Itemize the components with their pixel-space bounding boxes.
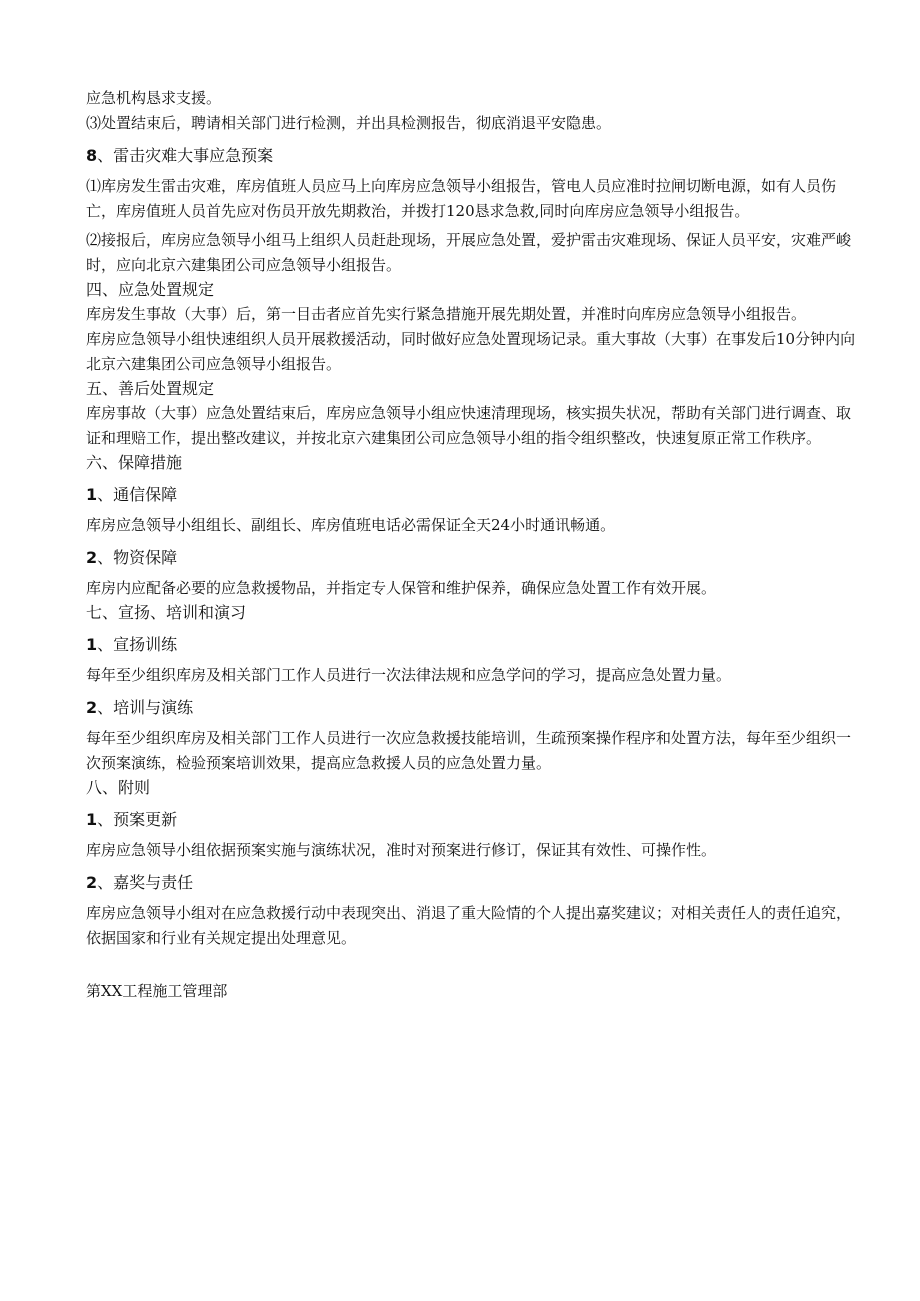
paragraph: 每年至少组织库房及相关部门工作人员进行一次应急救援技能培训，生疏预案操作程序和处置方法，每年至少组织一次预案演练，检验预案培训效果，提高应急救援人员的应急处置力量。 bbox=[86, 729, 852, 772]
heading-text: 、预案更新 bbox=[97, 810, 178, 829]
signature-line: 第XX工程施工管理部 bbox=[86, 982, 228, 1000]
heading-number: 1 bbox=[86, 810, 98, 829]
paragraph: 库房应急领导小组组长、副组长、库房值班电话必需保证全天24小时通讯畅通。 bbox=[86, 516, 616, 534]
paragraph: ⑶处置结束后，聘请相关部门进行检测，并出具检测报告，彻底消退平安隐患。 bbox=[86, 114, 612, 132]
subsection-heading bbox=[86, 871, 856, 895]
paragraph: 应急机构恳求支援。 bbox=[86, 89, 222, 107]
heading-number: 1 bbox=[86, 635, 98, 654]
paragraph: ⑴库房发生雷击灾难，库房值班人员应马上向库房应急领导小组报告，管电人员应准时拉闸切断电源，如有人员伤亡，库房值班人员首先应对伤员开放先期救治，并拨打120恳求急救,同时向库房应急领导小组报告。 bbox=[86, 177, 837, 220]
subsection-heading bbox=[86, 808, 856, 832]
paragraph: 库房应急领导小组依据预案实施与演练状况，准时对预案进行修订，保证其有效性、可操作性。 bbox=[86, 841, 717, 859]
heading-text: 、宣扬训练 bbox=[97, 635, 178, 654]
heading-number: 2 bbox=[86, 548, 98, 567]
section-heading-4: 四、应急处置规定 bbox=[86, 280, 215, 299]
section-heading-8: 八、附则 bbox=[86, 778, 151, 797]
heading-number: 2 bbox=[86, 873, 98, 892]
subsection-heading-8 bbox=[86, 144, 856, 168]
paragraph: 库房内应配备必要的应急救援物品，并指定专人保管和维护保养，确保应急处置工作有效开展。 bbox=[86, 579, 717, 597]
heading-number: 8 bbox=[86, 146, 98, 165]
paragraph: 库房发生事故（大事）后，第一目击者应首先实行紧急措施开展先期处置，并准时向库房应急领导小组报告。 bbox=[86, 305, 807, 323]
heading-text: 、培训与演练 bbox=[97, 698, 194, 717]
heading-text: 、通信保障 bbox=[97, 485, 178, 504]
heading-number: 1 bbox=[86, 485, 98, 504]
heading-text: 、物资保障 bbox=[97, 548, 178, 567]
paragraph: 库房应急领导小组对在应急救援行动中表现突出、消退了重大险情的个人提出嘉奖建议；对相关责任人的责任追究，依据国家和行业有关规定提出处理意见。 bbox=[86, 904, 852, 947]
heading-text: 、雷击灾难大事应急预案 bbox=[97, 146, 274, 165]
paragraph: 每年至少组织库房及相关部门工作人员进行一次法律法规和应急学问的学习，提高应急处置力量。 bbox=[86, 666, 732, 684]
subsection-heading bbox=[86, 483, 856, 507]
paragraph: 库房应急领导小组快速组织人员开展救援活动，同时做好应急处置现场记录。重大事故（大事）在事发后10分钟内向北京六建集团公司应急领导小组报告。 bbox=[86, 330, 856, 373]
section-heading-6: 六、保障措施 bbox=[86, 453, 183, 472]
paragraph: ⑵接报后，库房应急领导小组马上组织人员赶赴现场，开展应急处置，爱护雷击灾难现场、保证人员平安，灾难严峻时，应向北京六建集团公司应急领导小组报告。 bbox=[86, 231, 852, 274]
section-heading-5: 五、善后处置规定 bbox=[86, 379, 215, 398]
heading-text: 、嘉奖与责任 bbox=[97, 873, 194, 892]
heading-number: 2 bbox=[86, 698, 98, 717]
subsection-heading bbox=[86, 633, 856, 657]
document-page bbox=[86, 86, 856, 1003]
subsection-heading bbox=[86, 546, 856, 570]
subsection-heading bbox=[86, 696, 856, 720]
section-heading-7: 七、宣扬、培训和演习 bbox=[86, 603, 247, 622]
paragraph: 库房事故（大事）应急处置结束后，库房应急领导小组应快速清理现场，核实损失状况，帮助有关部门进行调查、取证和理赔工作，提出整改建议，并按北京六建集团公司应急领导小组的指令组织整改，快速复原正常工作秩序。 bbox=[86, 404, 852, 447]
